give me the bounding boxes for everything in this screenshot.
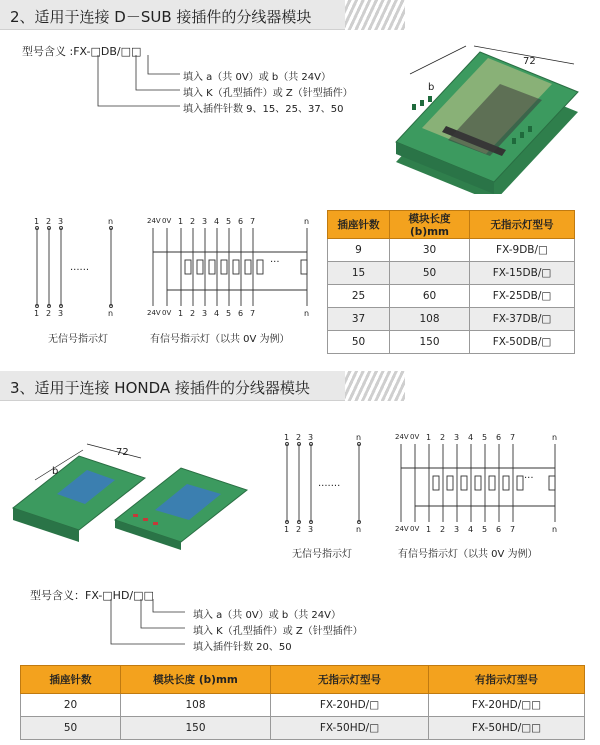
section2-model-bracket-lines	[105, 599, 195, 651]
s2-th-pins: 插座针数	[21, 666, 121, 694]
s2-led-top-4: 4	[468, 433, 474, 442]
table-row: 50 150 FX-50DB/□	[328, 331, 575, 354]
s2-led-bot-24v: 24V	[395, 525, 409, 533]
s1-led-top-n: n	[304, 217, 310, 226]
s2-nl-top-3: 3	[308, 433, 314, 442]
s2-th-model-noled: 无指示灯型号	[271, 666, 429, 694]
s1-led-dots: ...	[270, 254, 280, 265]
s1-led-top-6: 6	[238, 217, 244, 226]
s2-nl-caption: 无信号指示灯	[292, 549, 352, 560]
s1-led-bot-6: 6	[238, 309, 244, 318]
s1-led-bot-1: 1	[178, 309, 184, 318]
dsub-module-image	[382, 44, 582, 194]
section1-model-bracket-lines	[90, 55, 190, 113]
s1-led-top-0v: 0V	[162, 217, 172, 225]
section1-header-stripes	[345, 0, 405, 30]
s1-led-bot-3: 3	[202, 309, 208, 318]
s2-nl-top-1: 1	[284, 433, 290, 442]
s1-nl-top-n: n	[108, 217, 114, 226]
s2-led-top-7: 7	[510, 433, 516, 442]
s2-led-bot-n: n	[552, 525, 558, 534]
s2-nl-bot-3: 3	[308, 525, 314, 534]
s2-led-caption: 有信号指示灯（以共 0V 为例）	[398, 549, 538, 560]
s1-th-length: 模块长度 (b)mm	[390, 211, 470, 239]
s2-th-length: 模块长度 (b)mm	[121, 666, 271, 694]
s2-nl-bot-n: n	[356, 525, 362, 534]
section1-table	[327, 210, 575, 354]
s1-led-top-3: 3	[202, 217, 208, 226]
section2-dim-b: b	[52, 466, 59, 477]
table-row: 37 108 FX-37DB/□	[328, 308, 575, 331]
section2-model-label: 型号含义：FX-□HD/□□	[30, 589, 154, 602]
s2-led-bot-6: 6	[496, 525, 502, 534]
s2-led-bot-0v: 0V	[410, 525, 420, 533]
s1-led-bot-n: n	[304, 309, 310, 318]
s2-nl-top-2: 2	[296, 433, 302, 442]
section1-diagram-led	[145, 218, 315, 318]
s2-led-top-n: n	[552, 433, 558, 442]
section1-dim-b: b	[428, 82, 435, 93]
s2-led-bot-7: 7	[510, 525, 516, 534]
s1-led-top-7: 7	[250, 217, 256, 226]
s1-led-top-2: 2	[190, 217, 196, 226]
section2-legend-2: 填入 K（孔型插件）或 Z（针型插件）	[193, 626, 363, 637]
s1-led-top-5: 5	[226, 217, 232, 226]
s1-nl-bot-n: n	[108, 309, 114, 318]
s1-nl-top-3: 3	[58, 217, 64, 226]
s2-nl-bot-2: 2	[296, 525, 302, 534]
section1-dim-72: 72	[523, 56, 536, 67]
s1-led-caption: 有信号指示灯（以共 0V 为例）	[150, 334, 290, 345]
table-row: 25 60 FX-25DB/□	[328, 285, 575, 308]
s1-led-bot-5: 5	[226, 309, 232, 318]
s1-led-bot-7: 7	[250, 309, 256, 318]
s2-led-bot-4: 4	[468, 525, 474, 534]
s2-th-model-led: 有指示灯型号	[429, 666, 585, 694]
s2-led-top-0v: 0V	[410, 433, 420, 441]
s2-led-top-6: 6	[496, 433, 502, 442]
s2-led-top-3: 3	[454, 433, 460, 442]
s2-nl-top-n: n	[356, 433, 362, 442]
s2-nl-dots: .......	[318, 478, 341, 489]
s1-led-top-1: 1	[178, 217, 184, 226]
s2-led-bot-5: 5	[482, 525, 488, 534]
table-row: 9 30 FX-9DB/□	[328, 239, 575, 262]
s2-led-top-2: 2	[440, 433, 446, 442]
s1-nl-caption: 无信号指示灯	[48, 334, 108, 345]
table-row: 15 50 FX-15DB/□	[328, 262, 575, 285]
section1-title: 2、适用于连接 D－SUB 接插件的分线器模块	[10, 8, 312, 26]
s1-nl-bot-3: 3	[58, 309, 64, 318]
section1-legend-3: 填入插件针数 9、15、25、37、50	[183, 104, 344, 115]
section1-legend-1: 填入 a（共 0V）或 b（共 24V）	[183, 72, 331, 83]
section2-header-stripes	[345, 371, 405, 401]
s2-led-dots: ...	[524, 470, 534, 481]
s1-led-bot-0v: 0V	[162, 309, 172, 317]
section1-model-label: 型号含义 :FX-□DB/□□	[22, 45, 142, 58]
section2-title: 3、适用于连接 HONDA 接插件的分线器模块	[10, 379, 310, 397]
s1-nl-dots: ......	[70, 262, 90, 273]
s1-th-pins: 插座针数	[328, 211, 390, 239]
s1-nl-bot-1: 1	[34, 309, 40, 318]
s1-nl-top-2: 2	[46, 217, 52, 226]
s2-led-bot-2: 2	[440, 525, 446, 534]
s2-led-bot-1: 1	[426, 525, 432, 534]
s2-led-top-24v: 24V	[395, 433, 409, 441]
s1-led-bot-24v: 24V	[147, 309, 161, 317]
s2-led-top-5: 5	[482, 433, 488, 442]
s2-led-top-1: 1	[426, 433, 432, 442]
s2-nl-bot-1: 1	[284, 525, 290, 534]
s2-led-bot-3: 3	[454, 525, 460, 534]
section2-legend-1: 填入 a（共 0V）或 b（共 24V）	[193, 610, 341, 621]
s1-led-bot-2: 2	[190, 309, 196, 318]
section2-dim-72: 72	[116, 447, 129, 458]
honda-module-image	[5, 430, 255, 550]
section2-header-bar	[0, 371, 390, 401]
section2-diagram-led	[393, 434, 563, 534]
table-row: 20 108 FX-20HD/□ FX-20HD/□□	[21, 694, 585, 717]
s1-led-top-24v: 24V	[147, 217, 161, 225]
section2-table	[20, 665, 585, 740]
s1-th-model: 无指示灯型号	[470, 211, 575, 239]
section1-legend-2: 填入 K（孔型插件）或 Z（针型插件）	[183, 88, 353, 99]
s1-nl-bot-2: 2	[46, 309, 52, 318]
s1-led-top-4: 4	[214, 217, 220, 226]
section2-legend-3: 填入插件针数 20、50	[193, 642, 292, 653]
s1-nl-top-1: 1	[34, 217, 40, 226]
section1-header-bar	[0, 0, 390, 30]
table-row: 50 150 FX-50HD/□ FX-50HD/□□	[21, 717, 585, 740]
s1-led-bot-4: 4	[214, 309, 220, 318]
